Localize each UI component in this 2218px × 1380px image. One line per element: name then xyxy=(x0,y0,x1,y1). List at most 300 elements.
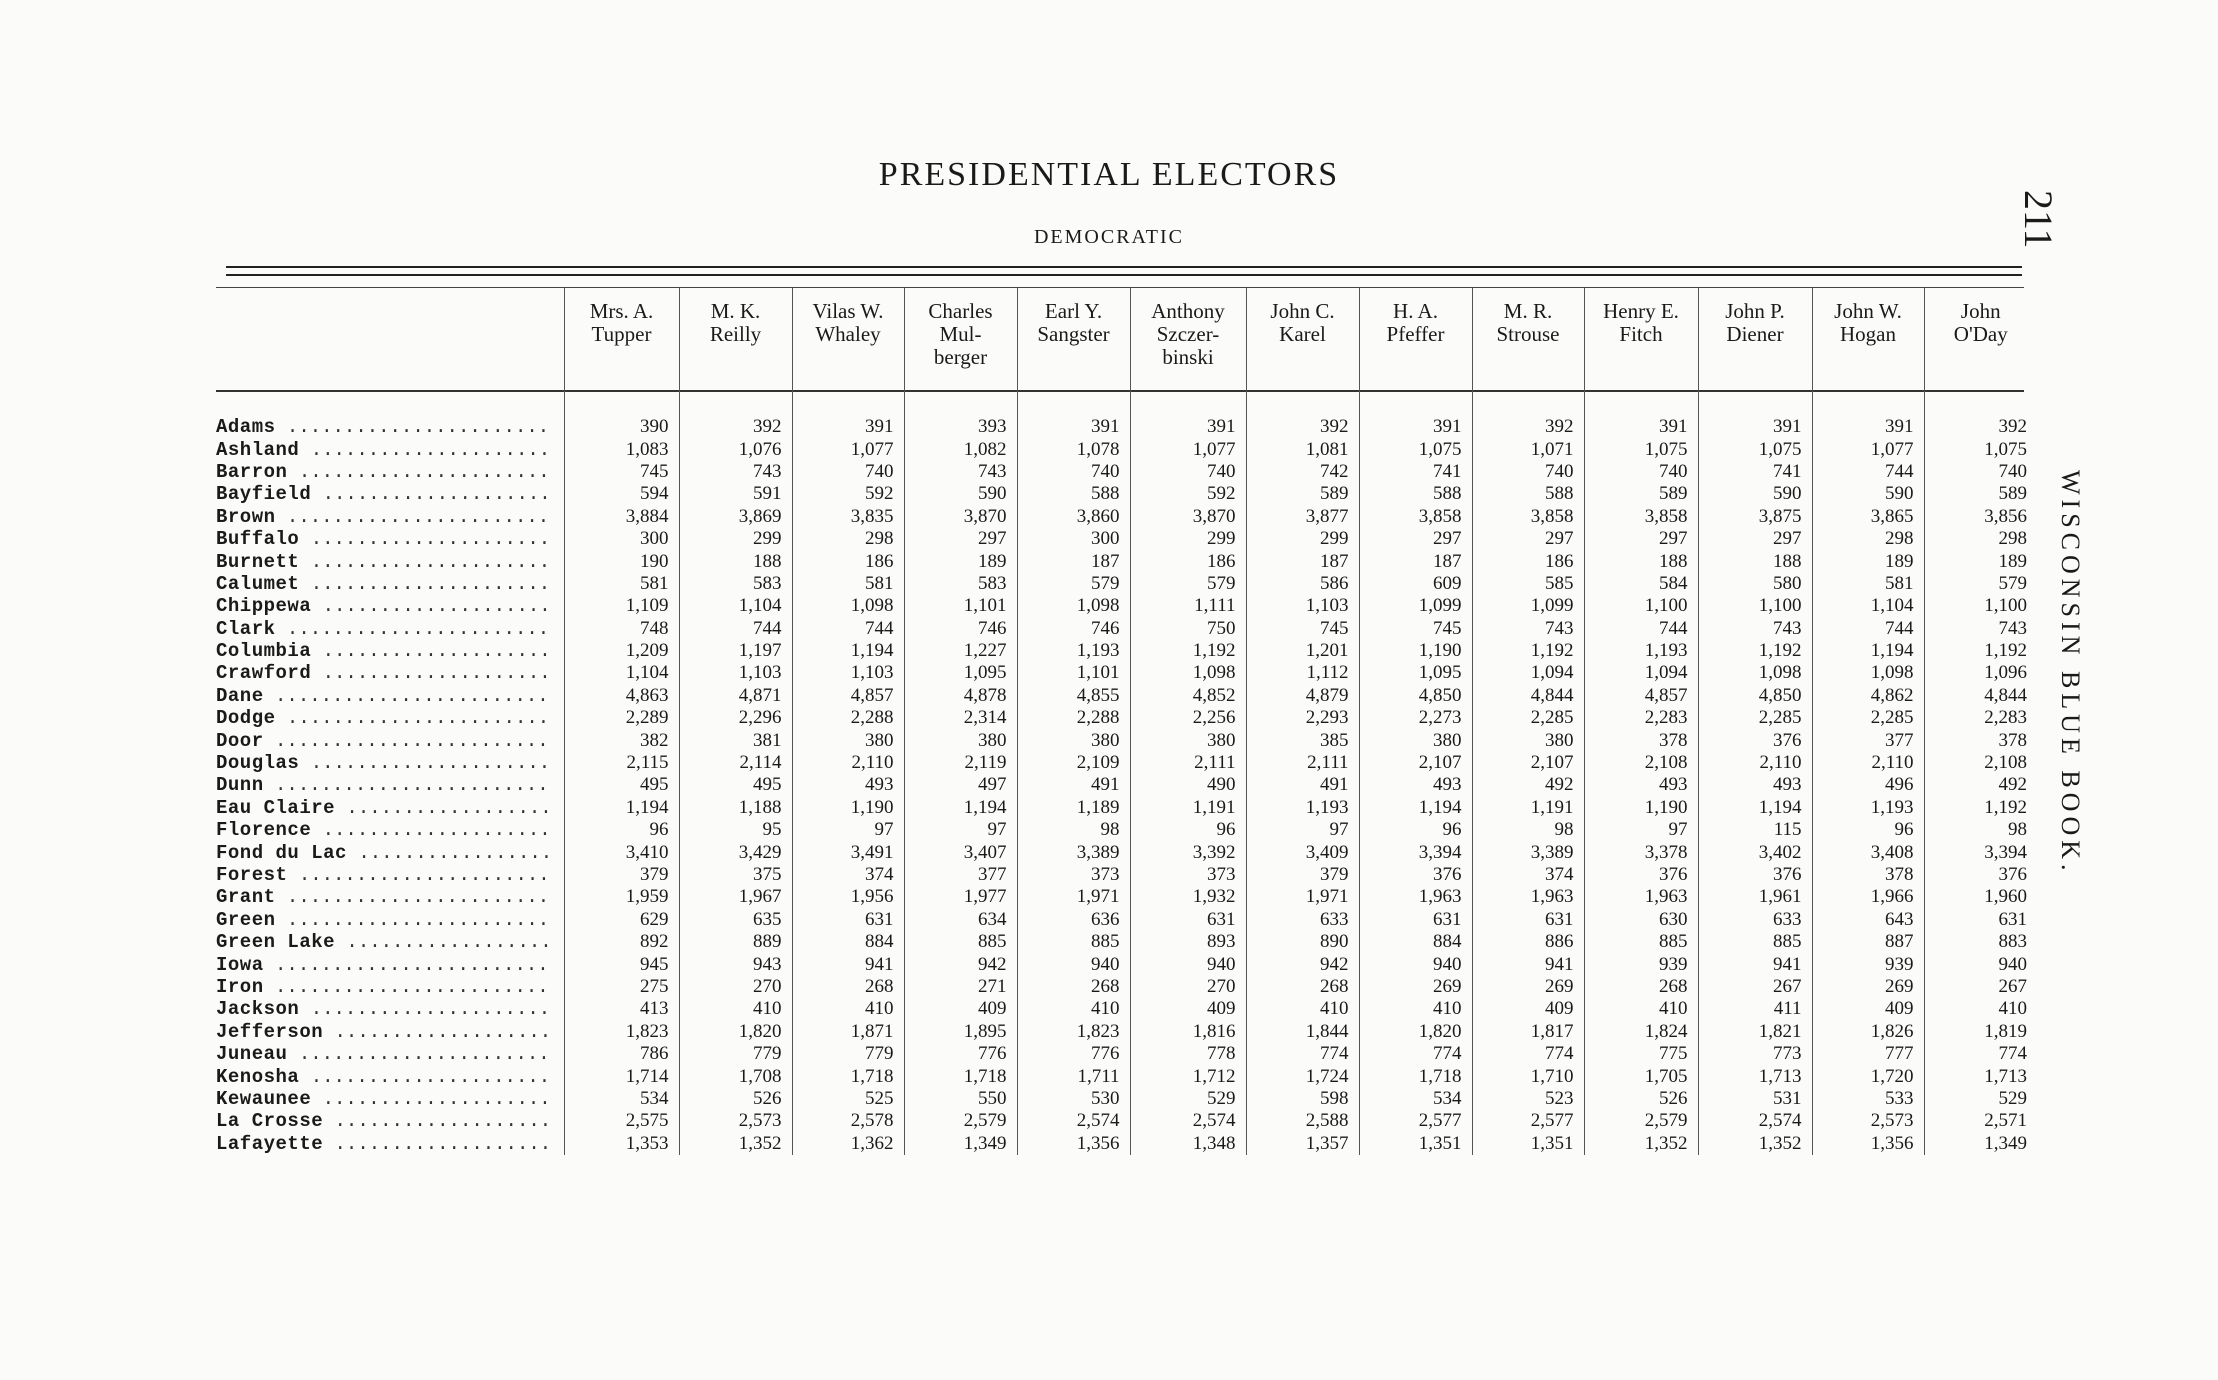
elector-name-line: berger xyxy=(933,345,988,369)
table-row xyxy=(216,640,2037,662)
vote-count-cell: 740 xyxy=(1017,461,1130,483)
leader-dots: .................... xyxy=(311,483,551,506)
vote-count-cell: 1,714 xyxy=(564,1065,679,1087)
vote-count-cell: 1,075 xyxy=(1359,438,1472,460)
vote-count-cell: 268 xyxy=(792,976,904,998)
county-name: La Crosse xyxy=(216,1110,324,1133)
vote-count-cell: 1,192 xyxy=(1698,640,1812,662)
vote-count-cell: 589 xyxy=(1246,483,1359,505)
vote-count-cell: 1,192 xyxy=(1472,640,1584,662)
vote-count-cell: 1,077 xyxy=(1130,438,1246,460)
vote-count-cell: 1,109 xyxy=(564,595,679,617)
vote-count-cell: 391 xyxy=(1584,416,1698,438)
county-name: Lafayette xyxy=(216,1132,324,1155)
vote-count-cell: 1,349 xyxy=(1924,1133,2037,1155)
vote-count-cell: 2,285 xyxy=(1812,707,1924,729)
county-cell xyxy=(216,864,564,886)
vote-count-cell: 580 xyxy=(1698,573,1812,595)
vote-count-cell: 741 xyxy=(1698,461,1812,483)
vote-count-cell: 887 xyxy=(1812,931,1924,953)
county-name: Bayfield xyxy=(216,483,312,506)
county-cell xyxy=(216,1110,564,1132)
vote-count-cell: 1,209 xyxy=(564,640,679,662)
vote-count-cell: 777 xyxy=(1812,1043,1924,1065)
vote-count-cell: 3,858 xyxy=(1584,506,1698,528)
vote-count-cell: 1,101 xyxy=(1017,662,1130,684)
vote-count-cell: 496 xyxy=(1812,774,1924,796)
vote-count-cell: 98 xyxy=(1017,819,1130,841)
county-cell xyxy=(216,595,564,617)
vote-count-cell: 1,718 xyxy=(1359,1065,1472,1087)
vote-count-cell: 2,256 xyxy=(1130,707,1246,729)
vote-count-cell: 297 xyxy=(1359,528,1472,550)
vote-count-cell: 3,835 xyxy=(792,506,904,528)
county-name: Jefferson xyxy=(216,1020,324,1043)
vote-count-cell: 740 xyxy=(1924,461,2037,483)
vote-count-cell: 1,094 xyxy=(1472,662,1584,684)
county-cell xyxy=(216,953,564,975)
vote-count-cell: 96 xyxy=(1812,819,1924,841)
vote-count-cell: 391 xyxy=(1017,416,1130,438)
vote-count-cell: 1,227 xyxy=(904,640,1017,662)
vote-count-cell: 2,293 xyxy=(1246,707,1359,729)
vote-count-cell: 631 xyxy=(792,909,904,931)
electors-table xyxy=(216,288,2037,1155)
vote-count-cell: 2,115 xyxy=(564,752,679,774)
county-cell xyxy=(216,662,564,684)
vote-count-cell: 385 xyxy=(1246,729,1359,751)
vote-count-cell: 382 xyxy=(564,729,679,751)
county-name: Jackson xyxy=(216,998,300,1021)
vote-count-cell: 743 xyxy=(1924,618,2037,640)
vote-count-cell: 1,713 xyxy=(1698,1065,1812,1087)
vote-count-cell: 493 xyxy=(1584,774,1698,796)
vote-count-cell: 525 xyxy=(792,1088,904,1110)
elector-name-line: Pfeffer xyxy=(1386,322,1445,346)
vote-count-cell: 1,362 xyxy=(792,1133,904,1155)
vote-count-cell: 410 xyxy=(1359,998,1472,1020)
vote-count-cell: 380 xyxy=(1017,729,1130,751)
elector-column-header xyxy=(904,288,1017,390)
vote-count-cell: 631 xyxy=(1472,909,1584,931)
vote-count-cell: 588 xyxy=(1017,483,1130,505)
vote-count-cell: 299 xyxy=(1130,528,1246,550)
vote-count-cell: 744 xyxy=(1812,618,1924,640)
vote-count-cell: 1,104 xyxy=(564,662,679,684)
page-title: PRESIDENTIAL ELECTORS xyxy=(878,156,1340,193)
elector-name-line: Mrs. A. xyxy=(589,299,654,323)
county-cell xyxy=(216,976,564,998)
vote-count-cell: 4,863 xyxy=(564,685,679,707)
vote-count-cell: 3,884 xyxy=(564,506,679,528)
leader-dots: ....................... xyxy=(275,617,550,640)
elector-name-line: John W. xyxy=(1834,299,1902,323)
vote-count-cell: 376 xyxy=(1359,864,1472,886)
vote-count-cell: 2,314 xyxy=(904,707,1017,729)
table-row xyxy=(216,685,2037,707)
table-body xyxy=(216,390,2037,1155)
vote-count-cell: 1,711 xyxy=(1017,1065,1130,1087)
vote-count-cell: 390 xyxy=(564,416,679,438)
vote-count-cell: 497 xyxy=(904,774,1017,796)
vote-count-cell: 2,119 xyxy=(904,752,1017,774)
elector-name-line: Henry E. xyxy=(1603,299,1679,323)
vote-count-cell: 1,103 xyxy=(679,662,792,684)
vote-count-cell: 1,824 xyxy=(1584,1021,1698,1043)
vote-count-cell: 1,189 xyxy=(1017,797,1130,819)
vote-count-cell: 375 xyxy=(679,864,792,886)
vote-count-cell: 630 xyxy=(1584,909,1698,931)
vote-count-cell: 1,956 xyxy=(792,886,904,908)
elector-column-header xyxy=(792,288,904,390)
leader-dots: ....................... xyxy=(275,505,550,528)
elector-column-header xyxy=(1472,288,1584,390)
leader-dots: .................... xyxy=(311,595,551,618)
vote-count-cell: 1,713 xyxy=(1924,1065,2037,1087)
vote-count-cell: 268 xyxy=(1246,976,1359,998)
vote-count-cell: 376 xyxy=(1698,864,1812,886)
elector-column-header xyxy=(1359,288,1472,390)
vote-count-cell: 1,111 xyxy=(1130,595,1246,617)
vote-count-cell: 2,283 xyxy=(1584,707,1698,729)
vote-count-cell: 893 xyxy=(1130,931,1246,953)
county-cell xyxy=(216,797,564,819)
vote-count-cell: 943 xyxy=(679,953,792,975)
vote-count-cell: 526 xyxy=(679,1088,792,1110)
elector-name-line: Charles xyxy=(928,299,993,323)
vote-count-cell: 1,352 xyxy=(1698,1133,1812,1155)
county-name: Green xyxy=(216,908,276,931)
vote-count-cell: 1,356 xyxy=(1812,1133,1924,1155)
county-cell xyxy=(216,573,564,595)
elector-name-line: M. R. xyxy=(1503,299,1553,323)
vote-count-cell: 3,870 xyxy=(904,506,1017,528)
vote-count-cell: 584 xyxy=(1584,573,1698,595)
vote-count-cell: 1,823 xyxy=(564,1021,679,1043)
vote-count-cell: 380 xyxy=(1472,729,1584,751)
vote-count-cell: 377 xyxy=(1812,729,1924,751)
vote-count-cell: 1,197 xyxy=(679,640,792,662)
leader-dots: ........................ xyxy=(263,975,549,998)
vote-count-cell: 1,096 xyxy=(1924,662,2037,684)
vote-count-cell: 380 xyxy=(904,729,1017,751)
vote-count-cell: 1,099 xyxy=(1359,595,1472,617)
vote-count-cell: 3,410 xyxy=(564,841,679,863)
vote-count-cell: 533 xyxy=(1812,1088,1924,1110)
table-row xyxy=(216,752,2037,774)
elector-name-line: Anthony xyxy=(1151,299,1225,323)
elector-name-line: Whaley xyxy=(815,322,881,346)
table-row xyxy=(216,909,2037,931)
elector-column-header xyxy=(1812,288,1924,390)
vote-count-cell: 740 xyxy=(1130,461,1246,483)
county-cell xyxy=(216,1021,564,1043)
vote-count-cell: 4,857 xyxy=(1584,685,1698,707)
county-name: Fond du Lac xyxy=(216,841,347,864)
table-row xyxy=(216,864,2037,886)
table-row xyxy=(216,483,2037,505)
vote-count-cell: 1,192 xyxy=(1130,640,1246,662)
county-name: Clark xyxy=(216,617,276,640)
vote-count-cell: 745 xyxy=(564,461,679,483)
table-row xyxy=(216,729,2037,751)
vote-count-cell: 2,579 xyxy=(904,1110,1017,1132)
vote-count-cell: 188 xyxy=(679,550,792,572)
vote-count-cell: 1,193 xyxy=(1017,640,1130,662)
vote-count-cell: 634 xyxy=(904,909,1017,931)
vote-count-cell: 298 xyxy=(1812,528,1924,550)
table-row xyxy=(216,550,2037,572)
table-row xyxy=(216,998,2037,1020)
vote-count-cell: 744 xyxy=(1812,461,1924,483)
vote-count-cell: 409 xyxy=(1812,998,1924,1020)
county-name: Forest xyxy=(216,864,288,886)
vote-count-cell: 1,351 xyxy=(1359,1133,1472,1155)
county-cell xyxy=(216,931,564,953)
vote-count-cell: 268 xyxy=(1584,976,1698,998)
vote-count-cell: 380 xyxy=(792,729,904,751)
vote-count-cell: 786 xyxy=(564,1043,679,1065)
county-name: Adams xyxy=(216,416,276,439)
vote-count-cell: 741 xyxy=(1359,461,1472,483)
vote-count-cell: 579 xyxy=(1017,573,1130,595)
vote-count-cell: 2,288 xyxy=(792,707,904,729)
vote-count-cell: 1,349 xyxy=(904,1133,1017,1155)
vote-count-cell: 590 xyxy=(1698,483,1812,505)
vote-count-cell: 1,960 xyxy=(1924,886,2037,908)
vote-count-cell: 1,082 xyxy=(904,438,1017,460)
leader-dots: ....................... xyxy=(275,707,550,730)
vote-count-cell: 748 xyxy=(564,618,679,640)
table-row xyxy=(216,841,2037,863)
vote-count-cell: 591 xyxy=(679,483,792,505)
vote-count-cell: 940 xyxy=(1359,953,1472,975)
vote-count-cell: 1,826 xyxy=(1812,1021,1924,1043)
vote-count-cell: 267 xyxy=(1698,976,1812,998)
county-cell xyxy=(216,438,564,460)
vote-count-cell: 491 xyxy=(1246,774,1359,796)
leader-dots: ........................ xyxy=(263,953,549,976)
vote-count-cell: 2,573 xyxy=(1812,1110,1924,1132)
vote-count-cell: 1,077 xyxy=(792,438,904,460)
vote-count-cell: 297 xyxy=(904,528,1017,550)
vote-count-cell: 1,190 xyxy=(1584,797,1698,819)
table-row xyxy=(216,1021,2037,1043)
vote-count-cell: 1,348 xyxy=(1130,1133,1246,1155)
vote-count-cell: 1,194 xyxy=(1359,797,1472,819)
leader-dots: .................... xyxy=(311,640,551,663)
vote-count-cell: 2,575 xyxy=(564,1110,679,1132)
vote-count-cell: 1,100 xyxy=(1584,595,1698,617)
vote-count-cell: 2,110 xyxy=(792,752,904,774)
vote-count-cell: 4,850 xyxy=(1359,685,1472,707)
vote-count-cell: 1,098 xyxy=(792,595,904,617)
vote-count-cell: 495 xyxy=(564,774,679,796)
vote-count-cell: 391 xyxy=(1130,416,1246,438)
vote-count-cell: 409 xyxy=(1472,998,1584,1020)
vote-count-cell: 1,192 xyxy=(1924,640,2037,662)
county-name: Brown xyxy=(216,505,276,528)
vote-count-cell: 776 xyxy=(1017,1043,1130,1065)
county-name: Kewaunee xyxy=(216,1087,312,1110)
vote-count-cell: 1,708 xyxy=(679,1065,792,1087)
vote-count-cell: 744 xyxy=(1584,618,1698,640)
leader-dots: ..................... xyxy=(299,1065,551,1088)
vote-count-cell: 377 xyxy=(904,864,1017,886)
vote-count-cell: 588 xyxy=(1472,483,1584,505)
vote-count-cell: 4,857 xyxy=(792,685,904,707)
vote-count-cell: 2,574 xyxy=(1130,1110,1246,1132)
county-name: Grant xyxy=(216,886,276,909)
vote-count-cell: 2,285 xyxy=(1698,707,1812,729)
county-cell xyxy=(216,841,564,863)
leader-dots: ........................ xyxy=(263,684,549,707)
county-cell xyxy=(216,909,564,931)
leader-dots: ....................... xyxy=(275,908,550,931)
county-name: Barron xyxy=(216,460,288,483)
elector-name-line: binski xyxy=(1162,345,1214,369)
county-name: Dane xyxy=(216,684,264,707)
vote-count-cell: 1,075 xyxy=(1924,438,2037,460)
vote-count-cell: 590 xyxy=(904,483,1017,505)
leader-dots: ..................... xyxy=(299,752,551,775)
county-cell xyxy=(216,819,564,841)
vote-count-cell: 98 xyxy=(1924,819,2037,841)
vote-count-cell: 187 xyxy=(1359,550,1472,572)
vote-count-cell: 1,099 xyxy=(1472,595,1584,617)
vote-count-cell: 779 xyxy=(679,1043,792,1065)
table-row xyxy=(216,1088,2037,1110)
vote-count-cell: 186 xyxy=(1130,550,1246,572)
vote-count-cell: 2,108 xyxy=(1584,752,1698,774)
vote-count-cell: 3,860 xyxy=(1017,506,1130,528)
vote-count-cell: 297 xyxy=(1698,528,1812,550)
vote-count-cell: 373 xyxy=(1130,864,1246,886)
vote-count-cell: 550 xyxy=(904,1088,1017,1110)
elector-name-line: Vilas W. xyxy=(812,299,884,323)
county-name: Juneau xyxy=(216,1043,288,1066)
vote-count-cell: 271 xyxy=(904,976,1017,998)
table-row xyxy=(216,976,2037,998)
table-row xyxy=(216,662,2037,684)
vote-count-cell: 1,104 xyxy=(679,595,792,617)
vote-count-cell: 2,107 xyxy=(1359,752,1472,774)
vote-count-cell: 743 xyxy=(1698,618,1812,640)
vote-count-cell: 97 xyxy=(1246,819,1359,841)
vote-count-cell: 945 xyxy=(564,953,679,975)
vote-count-cell: 581 xyxy=(792,573,904,595)
vote-count-cell: 1,112 xyxy=(1246,662,1359,684)
vote-count-cell: 4,871 xyxy=(679,685,792,707)
vote-count-cell: 391 xyxy=(1812,416,1924,438)
county-name: Calumet xyxy=(216,572,300,595)
elector-name-line: Sangster xyxy=(1037,322,1110,346)
vote-count-cell: 1,098 xyxy=(1698,662,1812,684)
vote-count-cell: 579 xyxy=(1924,573,2037,595)
vote-count-cell: 890 xyxy=(1246,931,1359,953)
vote-count-cell: 588 xyxy=(1359,483,1472,505)
vote-count-cell: 774 xyxy=(1472,1043,1584,1065)
table-row xyxy=(216,573,2037,595)
vote-count-cell: 631 xyxy=(1130,909,1246,931)
vote-count-cell: 940 xyxy=(1017,953,1130,975)
vote-count-cell: 1,819 xyxy=(1924,1021,2037,1043)
vote-count-cell: 297 xyxy=(1584,528,1698,550)
vote-count-cell: 581 xyxy=(564,573,679,595)
vote-count-cell: 633 xyxy=(1698,909,1812,931)
vote-count-cell: 2,289 xyxy=(564,707,679,729)
vote-count-cell: 942 xyxy=(904,953,1017,975)
vote-count-cell: 3,394 xyxy=(1359,841,1472,863)
leader-dots: ..................... xyxy=(299,528,551,551)
vote-count-cell: 1,098 xyxy=(1812,662,1924,684)
vote-count-cell: 392 xyxy=(679,416,792,438)
vote-count-cell: 1,095 xyxy=(904,662,1017,684)
vote-count-cell: 531 xyxy=(1698,1088,1812,1110)
vote-count-cell: 4,855 xyxy=(1017,685,1130,707)
vote-count-cell: 393 xyxy=(904,416,1017,438)
vote-count-cell: 376 xyxy=(1584,864,1698,886)
vote-count-cell: 267 xyxy=(1924,976,2037,998)
vote-count-cell: 380 xyxy=(1130,729,1246,751)
elector-name-line: M. K. xyxy=(710,299,761,323)
vote-count-cell: 493 xyxy=(792,774,904,796)
vote-count-cell: 745 xyxy=(1246,618,1359,640)
vote-count-cell: 743 xyxy=(679,461,792,483)
county-cell xyxy=(216,1133,564,1155)
vote-count-cell: 746 xyxy=(1017,618,1130,640)
elector-name-line: Diener xyxy=(1726,322,1784,346)
vote-count-cell: 1,718 xyxy=(904,1065,1017,1087)
elector-column-header xyxy=(564,288,679,390)
vote-count-cell: 3,877 xyxy=(1246,506,1359,528)
table-row xyxy=(216,707,2037,729)
leader-dots: ....................... xyxy=(275,416,550,439)
vote-count-cell: 1,190 xyxy=(1359,640,1472,662)
vote-count-cell: 275 xyxy=(564,976,679,998)
elector-column-header xyxy=(1246,288,1359,390)
vote-count-cell: 2,110 xyxy=(1698,752,1812,774)
elector-name-line: Karel xyxy=(1279,322,1326,346)
vote-count-cell: 1,963 xyxy=(1584,886,1698,908)
county-name: Chippewa xyxy=(216,595,312,618)
vote-count-cell: 740 xyxy=(792,461,904,483)
county-cell xyxy=(216,461,564,483)
vote-count-cell: 3,429 xyxy=(679,841,792,863)
vote-count-cell: 392 xyxy=(1472,416,1584,438)
elector-name-line: Szczer- xyxy=(1156,322,1220,346)
vote-count-cell: 1,100 xyxy=(1698,595,1812,617)
vote-count-cell: 2,111 xyxy=(1246,752,1359,774)
vote-count-cell: 2,577 xyxy=(1359,1110,1472,1132)
vote-count-cell: 529 xyxy=(1130,1088,1246,1110)
county-name: Eau Claire xyxy=(216,796,336,819)
table-row xyxy=(216,416,2037,438)
vote-count-cell: 374 xyxy=(792,864,904,886)
vote-count-cell: 590 xyxy=(1812,483,1924,505)
elector-name-line: Tupper xyxy=(591,322,652,346)
vote-count-cell: 740 xyxy=(1584,461,1698,483)
vote-count-cell: 1,821 xyxy=(1698,1021,1812,1043)
vote-count-cell: 1,823 xyxy=(1017,1021,1130,1043)
vote-count-cell: 1,192 xyxy=(1924,797,2037,819)
vote-count-cell: 270 xyxy=(679,976,792,998)
vote-count-cell: 378 xyxy=(1584,729,1698,751)
vote-count-cell: 635 xyxy=(679,909,792,931)
table-row xyxy=(216,595,2037,617)
vote-count-cell: 1,971 xyxy=(1017,886,1130,908)
vote-count-cell: 495 xyxy=(679,774,792,796)
